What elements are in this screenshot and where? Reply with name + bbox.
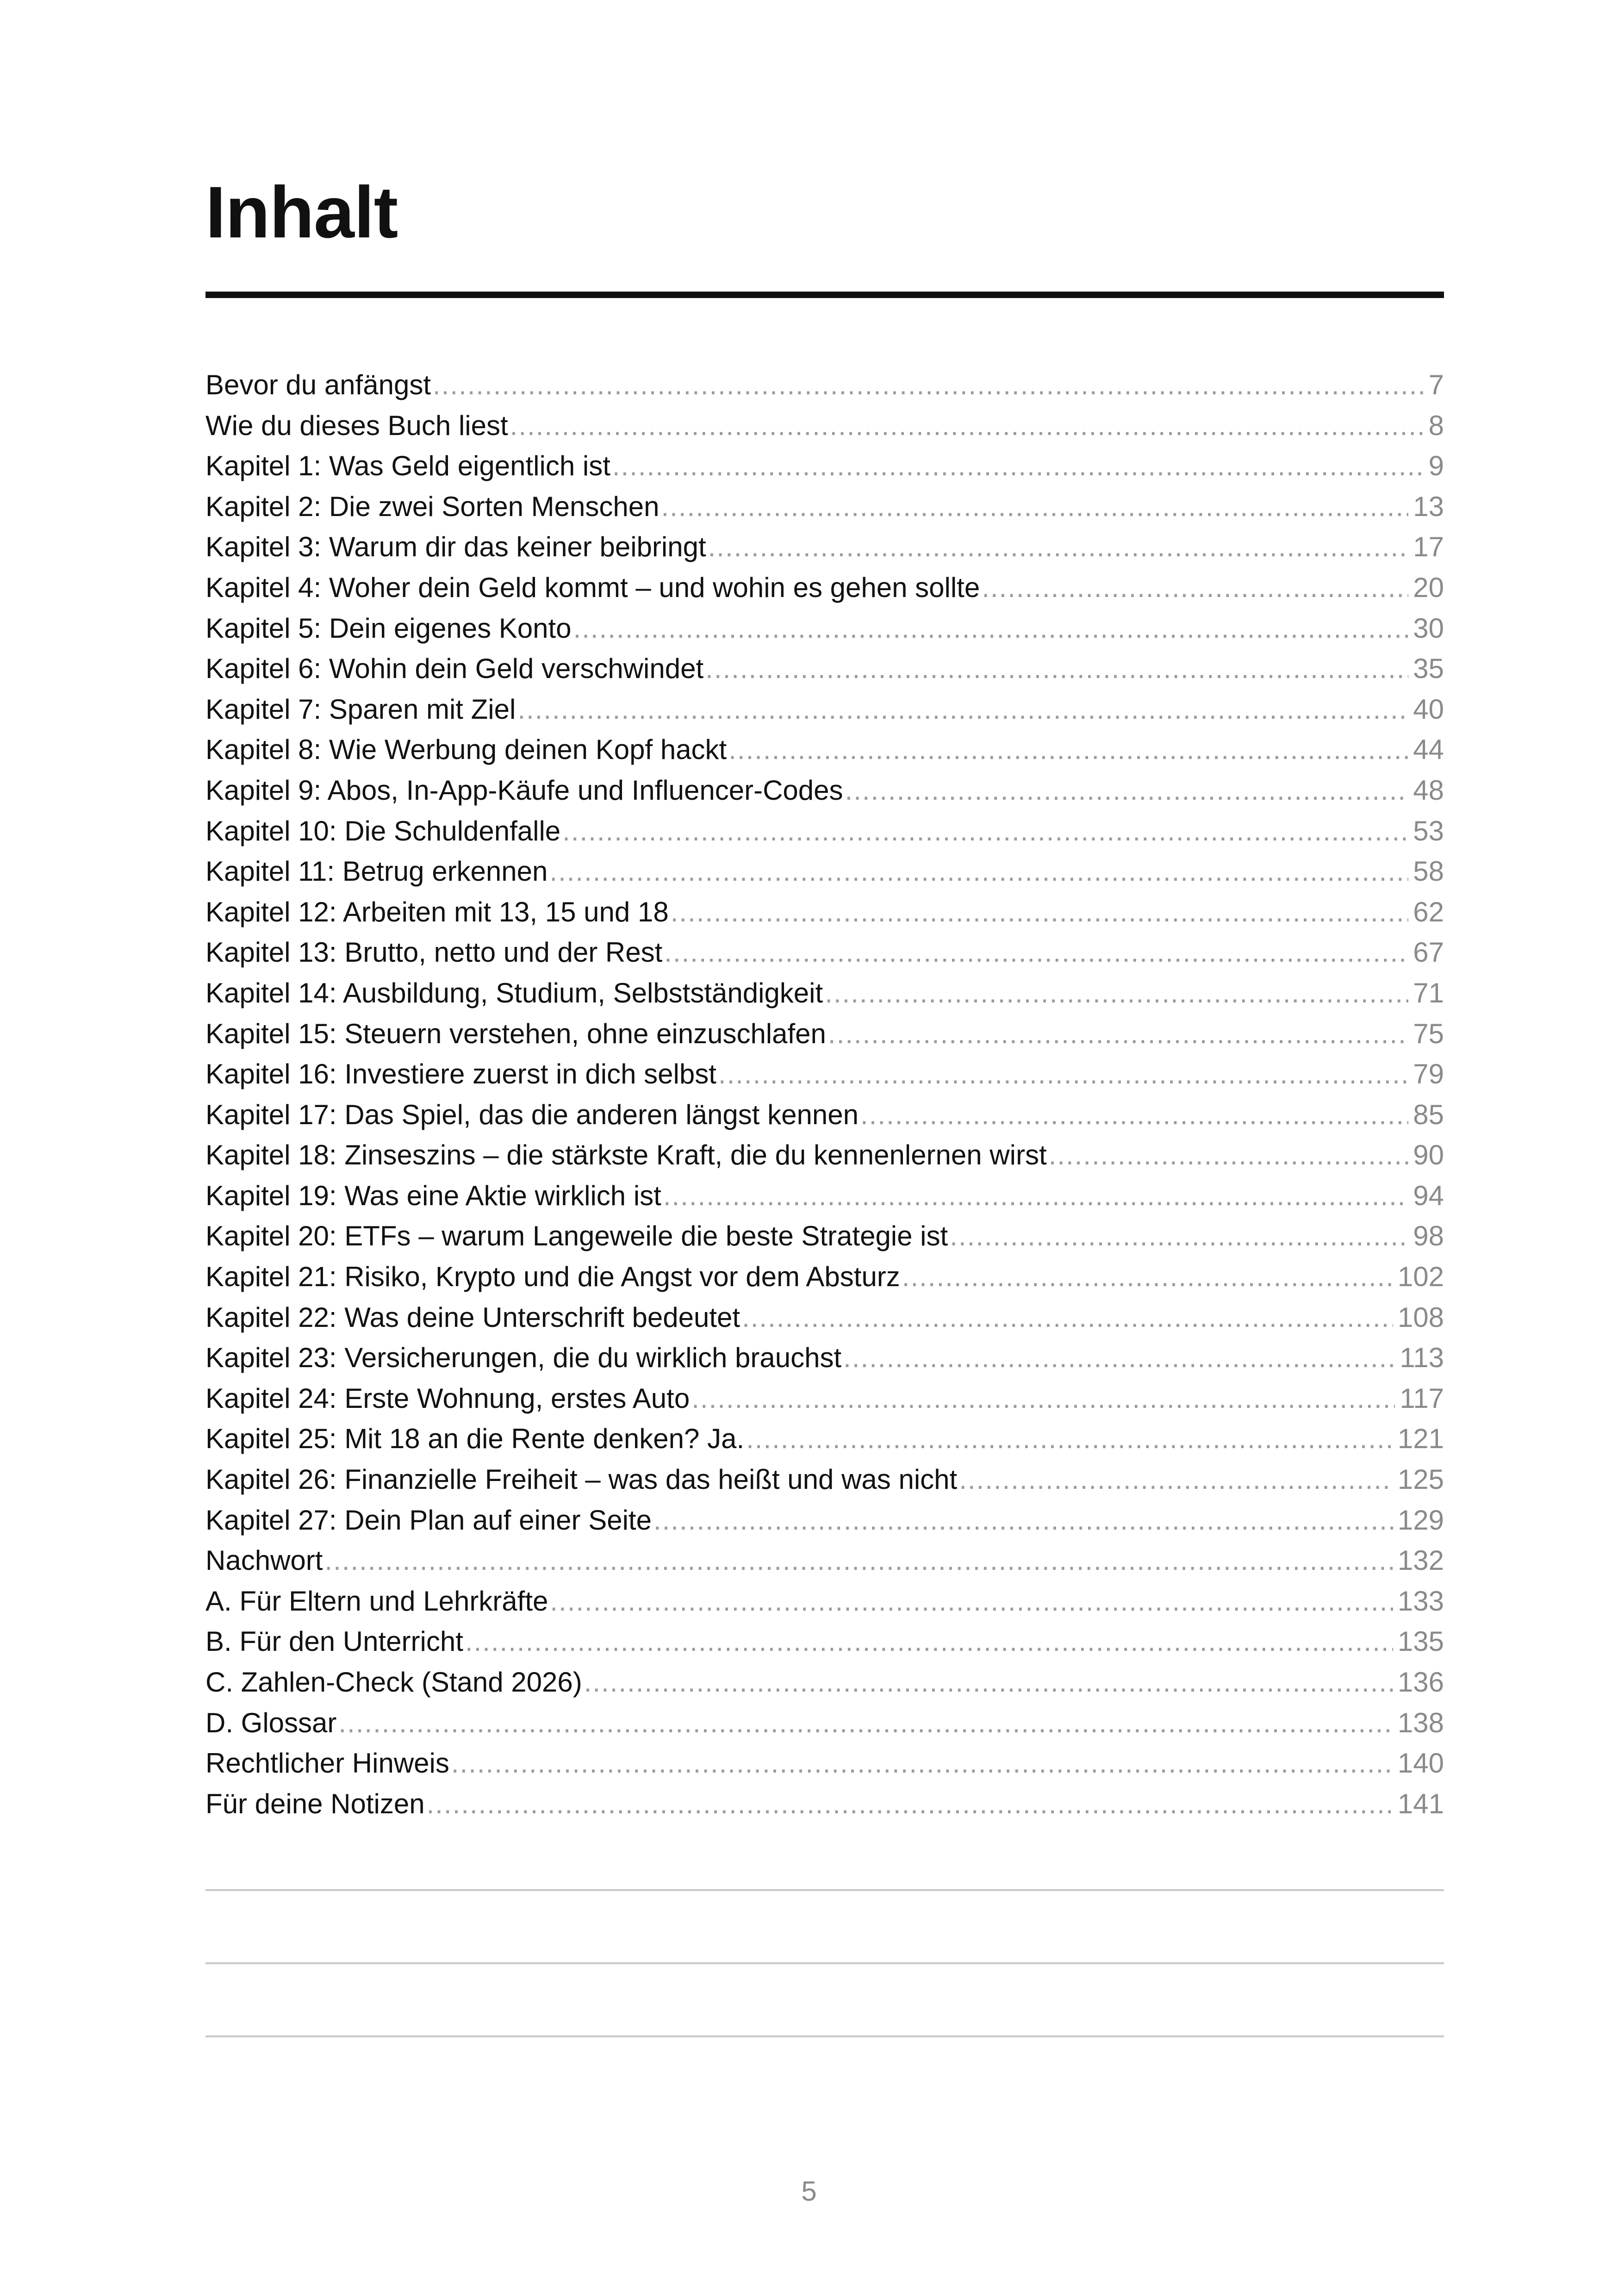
toc-dot-leader — [902, 1257, 1393, 1297]
toc-dot-leader — [510, 405, 1424, 446]
toc-entry-title: Kapitel 3: Warum dir das keiner beibringt — [205, 531, 706, 563]
toc-entry-title: Kapitel 10: Die Schuldenfalle — [205, 815, 561, 846]
toc-dot-leader — [746, 1419, 1393, 1459]
toc-dot-leader — [338, 1703, 1393, 1743]
title-divider — [205, 292, 1444, 298]
toc-entry-page: 85 — [1413, 1099, 1444, 1130]
toc-dot-leader — [718, 1054, 1408, 1095]
toc-entry-page: 20 — [1413, 572, 1444, 603]
toc-entry[interactable] — [205, 1297, 1444, 1338]
toc-dot-leader — [845, 770, 1409, 811]
toc-entry[interactable] — [205, 1176, 1444, 1216]
toc-entry-page: 53 — [1413, 815, 1444, 846]
toc-entry-page: 90 — [1413, 1139, 1444, 1171]
toc-entry-page: 17 — [1413, 531, 1444, 563]
toc-entry[interactable] — [205, 1540, 1444, 1581]
toc-entry[interactable] — [205, 1581, 1444, 1622]
toc-entry-page: 35 — [1413, 653, 1444, 684]
toc-dot-leader — [708, 527, 1409, 567]
toc-entry[interactable] — [205, 932, 1444, 973]
toc-entry[interactable] — [205, 527, 1444, 567]
toc-dot-leader — [728, 729, 1408, 770]
toc-entry[interactable] — [205, 811, 1444, 852]
toc-dot-leader — [324, 1540, 1393, 1581]
toc-entry[interactable] — [205, 770, 1444, 811]
table-of-contents — [205, 365, 1444, 1824]
toc-entry-title: Kapitel 13: Brutto, netto und der Rest — [205, 937, 663, 968]
toc-entry[interactable] — [205, 365, 1444, 405]
toc-entry-page: 117 — [1400, 1382, 1444, 1414]
toc-entry-title: Kapitel 24: Erste Wohnung, erstes Auto — [205, 1382, 690, 1414]
toc-dot-leader — [653, 1500, 1393, 1541]
toc-entry-page: 8 — [1428, 410, 1444, 441]
toc-dot-leader — [584, 1662, 1393, 1703]
toc-entry-page: 79 — [1413, 1058, 1444, 1090]
toc-entry-title: Kapitel 2: Die zwei Sorten Menschen — [205, 491, 660, 522]
toc-entry-title: D. Glossar — [205, 1707, 337, 1738]
toc-entry-page: 136 — [1397, 1667, 1444, 1698]
toc-entry-title: Kapitel 15: Steuern verstehen, ohne einzuschlafen — [205, 1018, 826, 1049]
toc-dot-leader — [562, 811, 1408, 852]
toc-entry[interactable] — [205, 648, 1444, 689]
toc-dot-leader — [664, 932, 1408, 973]
toc-entry-title: Kapitel 1: Was Geld eigentlich ist — [205, 450, 610, 482]
toc-entry-title: Kapitel 25: Mit 18 an die Rente denken? Ja. — [205, 1423, 745, 1455]
toc-entry-page: 40 — [1413, 693, 1444, 725]
toc-entry[interactable] — [205, 1784, 1444, 1824]
toc-dot-leader — [860, 1095, 1408, 1135]
toc-entry-page: 132 — [1397, 1545, 1444, 1576]
toc-entry-title: Kapitel 12: Arbeiten mit 13, 15 und 18 — [205, 896, 669, 927]
notes-line — [205, 1962, 1444, 1964]
toc-dot-leader — [661, 486, 1409, 527]
toc-entry-page: 140 — [1397, 1748, 1444, 1779]
toc-entry[interactable] — [205, 1054, 1444, 1095]
toc-dot-leader — [550, 1581, 1393, 1622]
toc-entry-page: 44 — [1413, 734, 1444, 765]
toc-entry-title: Kapitel 18: Zinseszins – die stärkste Kraft, die du kennenlernen wirst — [205, 1139, 1047, 1171]
toc-entry-page: 135 — [1397, 1626, 1444, 1657]
toc-dot-leader — [465, 1621, 1393, 1662]
toc-entry-page: 58 — [1413, 856, 1444, 887]
toc-entry-page: 133 — [1397, 1585, 1444, 1617]
toc-entry[interactable] — [205, 1257, 1444, 1297]
toc-entry-title: Kapitel 6: Wohin dein Geld verschwindet — [205, 653, 704, 684]
toc-entry[interactable] — [205, 689, 1444, 730]
toc-entry-title: Bevor du anfängst — [205, 369, 431, 400]
toc-entry[interactable] — [205, 892, 1444, 933]
toc-entry-page: 94 — [1413, 1180, 1444, 1211]
toc-entry-title: Kapitel 19: Was eine Aktie wirklich ist — [205, 1180, 661, 1211]
toc-entry-page: 9 — [1428, 450, 1444, 482]
toc-entry-page: 67 — [1413, 937, 1444, 968]
toc-dot-leader — [517, 689, 1408, 730]
toc-entry[interactable] — [205, 1662, 1444, 1703]
toc-entry-page: 129 — [1397, 1504, 1444, 1536]
toc-dot-leader — [982, 567, 1408, 608]
toc-dot-leader — [1049, 1135, 1409, 1176]
toc-entry-title: Kapitel 8: Wie Werbung deinen Kopf hackt — [205, 734, 727, 765]
toc-entry[interactable] — [205, 1216, 1444, 1257]
toc-entry[interactable] — [205, 1459, 1444, 1500]
toc-entry-page: 125 — [1397, 1464, 1444, 1495]
toc-entry[interactable] — [205, 446, 1444, 486]
toc-entry-page: 141 — [1397, 1788, 1444, 1819]
toc-entry-page: 13 — [1413, 491, 1444, 522]
toc-dot-leader — [427, 1784, 1393, 1824]
toc-entry[interactable] — [205, 486, 1444, 527]
toc-dot-leader — [612, 446, 1424, 486]
toc-entry-title: Kapitel 9: Abos, In-App-Käufe und Influencer-Codes — [205, 774, 843, 806]
toc-dot-leader — [828, 1014, 1408, 1054]
toc-dot-leader — [573, 608, 1409, 649]
toc-entry-title: Rechtlicher Hinweis — [205, 1748, 449, 1779]
toc-entry-title: Nachwort — [205, 1545, 323, 1576]
notes-line — [205, 2035, 1444, 2037]
toc-entry-title: Kapitel 5: Dein eigenes Konto — [205, 612, 572, 644]
toc-entry[interactable] — [205, 405, 1444, 446]
toc-entry-title: Kapitel 4: Woher dein Geld kommt – und wohin es gehen sollte — [205, 572, 980, 603]
toc-entry[interactable] — [205, 1621, 1444, 1662]
toc-entry[interactable] — [205, 1419, 1444, 1459]
page-title: Inhalt — [205, 172, 398, 253]
toc-entry-title: Kapitel 23: Versicherungen, die du wirklich brauchst — [205, 1342, 842, 1374]
toc-entry[interactable] — [205, 729, 1444, 770]
toc-dot-leader — [843, 1338, 1395, 1378]
toc-entry-title: Wie du dieses Buch liest — [205, 410, 508, 441]
toc-entry[interactable] — [205, 1378, 1444, 1419]
toc-dot-leader — [705, 648, 1408, 689]
toc-entry[interactable] — [205, 1095, 1444, 1135]
toc-entry[interactable] — [205, 1014, 1444, 1054]
toc-entry-title: Kapitel 21: Risiko, Krypto und die Angst vor dem Absturz — [205, 1261, 900, 1293]
toc-entry-title: B. Für den Unterricht — [205, 1626, 463, 1657]
toc-dot-leader — [691, 1378, 1395, 1419]
toc-entry-page: 71 — [1413, 977, 1444, 1008]
toc-entry-page: 121 — [1397, 1423, 1444, 1455]
toc-entry-page: 75 — [1413, 1018, 1444, 1049]
toc-entry-title: Für deine Notizen — [205, 1788, 425, 1819]
toc-dot-leader — [671, 892, 1409, 933]
page-number: 5 — [801, 2176, 817, 2207]
toc-entry[interactable] — [205, 1743, 1444, 1784]
toc-entry-page: 138 — [1397, 1707, 1444, 1738]
toc-entry-page: 113 — [1400, 1342, 1444, 1374]
toc-entry-page: 102 — [1397, 1261, 1444, 1293]
toc-entry-title: Kapitel 7: Sparen mit Ziel — [205, 693, 516, 725]
toc-dot-leader — [959, 1459, 1393, 1500]
toc-dot-leader — [950, 1216, 1408, 1257]
toc-entry-title: C. Zahlen-Check (Stand 2026) — [205, 1667, 582, 1698]
toc-dot-leader — [451, 1743, 1393, 1784]
toc-dot-leader — [825, 973, 1408, 1014]
toc-entry[interactable] — [205, 973, 1444, 1014]
toc-entry[interactable] — [205, 608, 1444, 649]
toc-entry-title: Kapitel 14: Ausbildung, Studium, Selbstständigkeit — [205, 977, 823, 1008]
toc-entry-page: 48 — [1413, 774, 1444, 806]
toc-entry-page: 98 — [1413, 1220, 1444, 1252]
toc-entry-title: Kapitel 26: Finanzielle Freiheit – was das heißt und was nicht — [205, 1464, 958, 1495]
toc-entry-page: 30 — [1413, 612, 1444, 644]
toc-entry-title: Kapitel 16: Investiere zuerst in dich selbst — [205, 1058, 716, 1090]
toc-entry-title: Kapitel 20: ETFs – warum Langeweile die beste Strategie ist — [205, 1220, 948, 1252]
toc-entry[interactable] — [205, 567, 1444, 608]
toc-entry-page: 7 — [1428, 369, 1444, 400]
toc-entry[interactable] — [205, 1500, 1444, 1541]
toc-dot-leader — [549, 851, 1408, 892]
toc-entry[interactable] — [205, 1703, 1444, 1743]
toc-entry-title: Kapitel 11: Betrug erkennen — [205, 856, 548, 887]
toc-entry-title: Kapitel 17: Das Spiel, das die anderen längst kennen — [205, 1099, 859, 1130]
toc-dot-leader — [663, 1176, 1408, 1216]
toc-entry-title: Kapitel 22: Was deine Unterschrift bedeutet — [205, 1301, 741, 1333]
toc-entry-title: Kapitel 27: Dein Plan auf einer Seite — [205, 1504, 652, 1536]
toc-entry[interactable] — [205, 1135, 1444, 1176]
toc-entry[interactable] — [205, 851, 1444, 892]
notes-line — [205, 1889, 1444, 1891]
toc-dot-leader — [742, 1297, 1393, 1338]
toc-entry-title: A. Für Eltern und Lehrkräfte — [205, 1585, 548, 1617]
toc-entry-page: 108 — [1397, 1301, 1444, 1333]
toc-dot-leader — [433, 365, 1424, 405]
toc-entry[interactable] — [205, 1338, 1444, 1378]
toc-entry-page: 62 — [1413, 896, 1444, 927]
